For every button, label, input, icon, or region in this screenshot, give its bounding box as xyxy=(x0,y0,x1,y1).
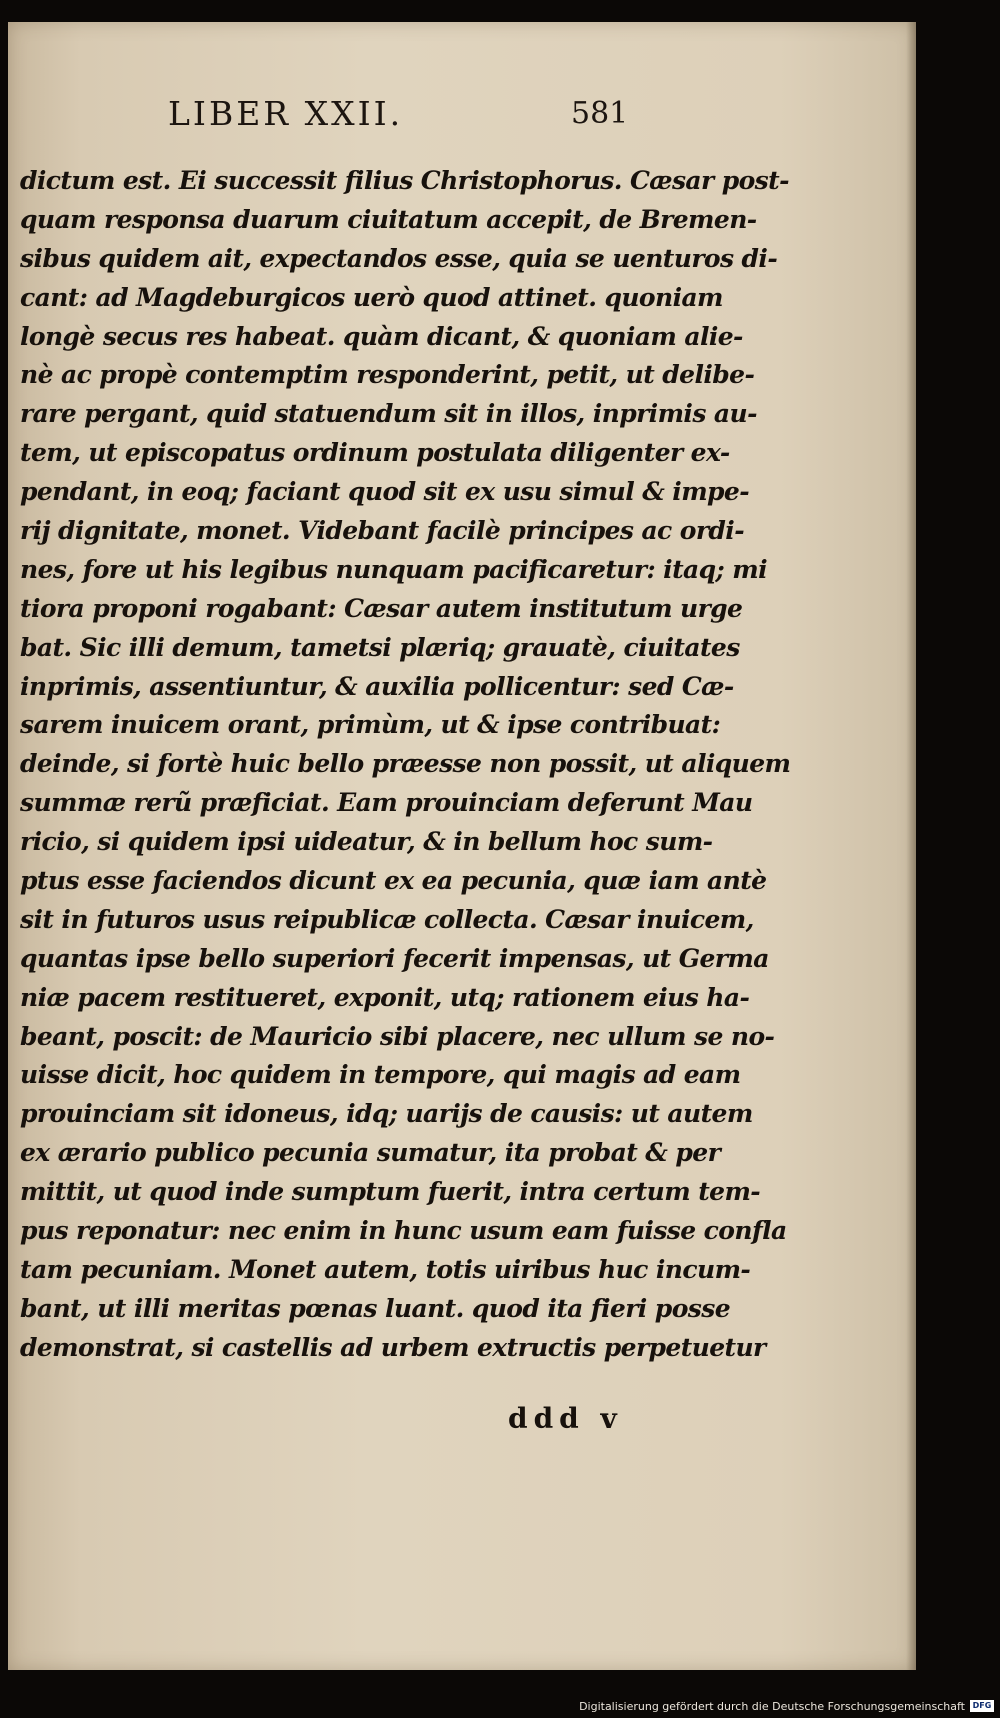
text-line: deinde, si fortè huic bello præesse non possit, ut aliquem xyxy=(20,749,791,779)
text-line: tiora proponi rogabant: Cæsar autem institutum urge xyxy=(20,593,743,623)
text-line: sibus quidem ait, expectandos esse, quia se uenturos di- xyxy=(20,243,778,273)
text-line: bat. Sic illi demum, tametsi plæriq; grauatè, ciuitates xyxy=(20,632,740,662)
text-line: pendant, in eoq; faciant quod sit ex usu simul & impe- xyxy=(20,477,750,507)
text-line: sarem inuicem orant, primùm, ut & ipse contribuat: xyxy=(20,710,721,740)
text-line: rare pergant, quid statuendum sit in illos, inprimis au- xyxy=(20,399,757,429)
text-line: beant, poscit: de Mauricio sibi placere, nec ullum se no- xyxy=(20,1021,775,1051)
text-line: ricio, si quidem ipsi uideatur, & in bellum hoc sum- xyxy=(20,827,713,857)
page-number: 581 xyxy=(571,96,629,131)
text-line: bant, ut illi meritas pœnas luant. quod ita fieri posse xyxy=(20,1293,731,1323)
text-line: nè ac propè contemptim responderint, petit, ut delibe- xyxy=(20,360,755,390)
text-line: quantas ipse bello superiori fecerit impensas, ut Germa xyxy=(20,943,769,973)
text-line: tem, ut episcopatus ordinum postulata diligenter ex- xyxy=(20,438,730,468)
body-text xyxy=(20,162,791,1368)
footer-credit: Digitalisierung gefördert durch die Deutsche Forschungsgemeinschaft xyxy=(579,1700,965,1713)
text-line: summæ rerũ præficiat. Eam prouinciam deferunt Mau xyxy=(20,788,753,818)
book-page xyxy=(8,22,916,1670)
text-line: demonstrat, si castellis ad urbem extructis perpetuetur xyxy=(20,1332,766,1362)
text-line: uisse dicit, hoc quidem in tempore, qui magis ad eam xyxy=(20,1060,741,1090)
text-line: dictum est. Ei successit filius Christophorus. Cæsar post- xyxy=(20,166,789,195)
running-head: LIBER XXII. xyxy=(168,94,404,133)
text-line: prouinciam sit idoneus, idq; uarijs de causis: ut autem xyxy=(20,1099,753,1129)
text-line: pus reponatur: nec enim in hunc usum eam fuisse confla xyxy=(20,1216,787,1246)
text-line: ex ærario publico pecunia sumatur, ita probat & per xyxy=(20,1138,721,1168)
text-line: mittit, ut quod inde sumptum fuerit, intra certum tem- xyxy=(20,1177,761,1207)
text-line: quam responsa duarum ciuitatum accepit, de Bremen- xyxy=(20,204,757,234)
text-line: longè secus res habeat. quàm dicant, & quoniam alie- xyxy=(20,321,743,351)
text-line: rij dignitate, monet. Videbant facilè principes ac ordi- xyxy=(20,516,744,546)
text-line: sit in futuros usus reipublicæ collecta. Cæsar inuicem, xyxy=(20,904,754,934)
text-line: tam pecuniam. Monet autem, totis uiribus huc incum- xyxy=(20,1254,751,1284)
text-line: inprimis, assentiuntur, & auxilia pollicentur: sed Cæ- xyxy=(20,671,734,701)
text-line: cant: ad Magdeburgicos uerò quod attinet. quoniam xyxy=(20,282,723,312)
text-line: ptus esse faciendos dicunt ex ea pecunia, quæ iam antè xyxy=(20,866,767,896)
text-line: niæ pacem restitueret, exponit, utq; rationem eius ha- xyxy=(20,982,750,1012)
dfg-logo-icon: DFG xyxy=(970,1700,994,1712)
text-line: nes, fore ut his legibus nunquam pacificaretur: itaq; mi xyxy=(20,554,767,584)
catchword: ddd v xyxy=(508,1402,623,1435)
